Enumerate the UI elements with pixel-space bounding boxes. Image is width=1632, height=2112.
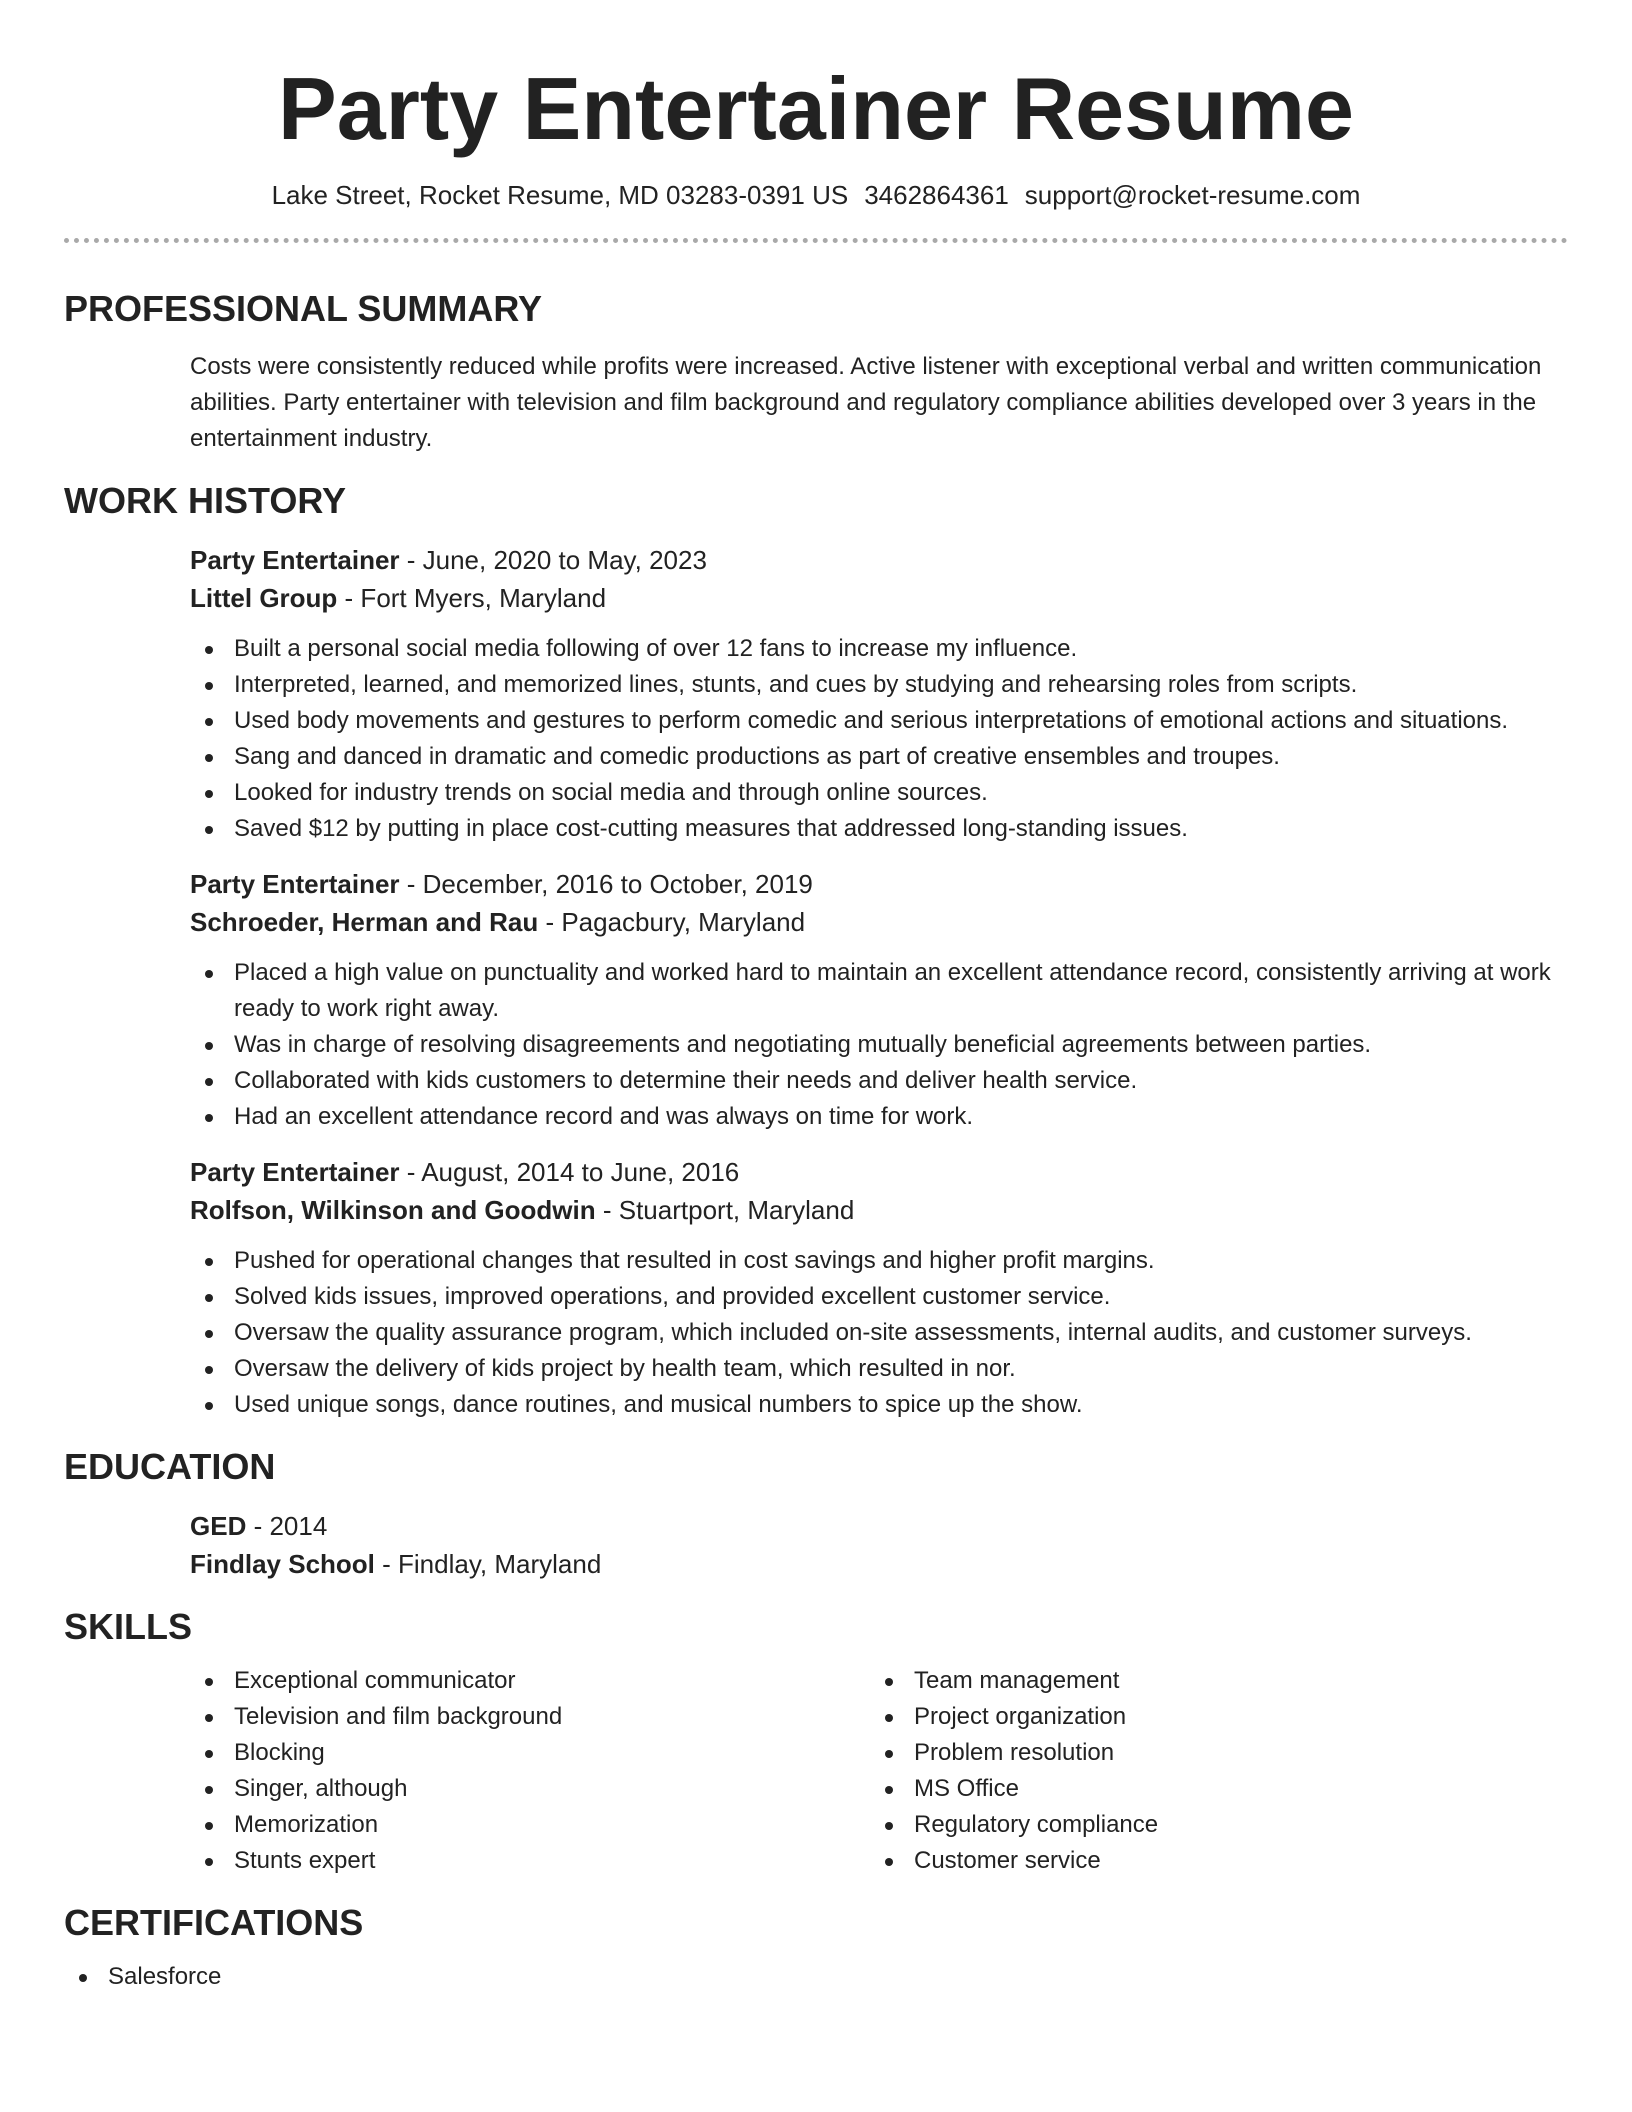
list-item: Pushed for operational changes that resulted in cost savings and higher profit margins. [190,1243,1568,1279]
job-company: Littel Group [190,583,338,613]
job-title-line [190,865,1568,903]
skills-list-right [870,1663,1550,1879]
education-heading: EDUCATION [64,1446,276,1487]
education-section [64,1445,1568,1583]
list-item: Blocking [190,1735,870,1771]
list-item: Interpreted, learned, and memorized lines, stunts, and cues by studying and rehearsing roles from scripts. [190,667,1568,703]
skills-heading: SKILLS [64,1606,193,1647]
header-divider [64,238,1568,243]
degree: GED [190,1511,247,1541]
list-item: MS Office [870,1771,1550,1807]
work-history-section [64,479,1568,1423]
job-company-line [190,579,1568,617]
skills-section [64,1605,1568,1879]
list-item: Oversaw the quality assurance program, which included on-site assessments, internal audits, and customer surveys. [190,1315,1568,1351]
summary-section [64,287,1568,457]
job-company-line [190,1191,1568,1229]
list-item: Television and film background [190,1699,870,1735]
phone-text: 3462864361 [864,180,1009,210]
list-item: Saved $12 by putting in place cost-cutting measures that addressed long-standing issues. [190,811,1568,847]
list-item: Stunts expert [190,1843,870,1879]
resume-title: Party Entertainer Resume [278,59,1354,158]
list-item: Solved kids issues, improved operations, and provided excellent customer service. [190,1279,1568,1315]
list-item: Exceptional communicator [190,1663,870,1699]
job-location: - Pagacbury, Maryland [538,907,806,937]
job-dates: - June, 2020 to May, 2023 [399,545,707,575]
school-name: Findlay School [190,1549,375,1579]
degree-line [190,1507,1568,1545]
certifications-list [64,1959,1568,1995]
list-item: Looked for industry trends on social media and through online sources. [190,775,1568,811]
skills-list-left [190,1663,870,1879]
summary-text: Costs were consistently reduced while profits were increased. Active listener with exceptional verbal and written communication abilities. Party entertainer with television and film background and regulatory compliance abilities developed over 3 years in the entertainment industry. [190,353,1542,452]
skills-column-left [190,1663,870,1879]
email-text: support@rocket-resume.com [1024,180,1361,210]
list-item: Used body movements and gestures to perform comedic and serious interpretations of emotional actions and situations. [190,703,1568,739]
contact-line [64,178,1568,212]
job-location: - Stuartport, Maryland [595,1195,855,1225]
list-item: Problem resolution [870,1735,1550,1771]
skills-column-right [870,1663,1550,1879]
job-entry [190,865,1568,1135]
list-item: Customer service [870,1843,1550,1879]
list-item: Memorization [190,1807,870,1843]
job-company: Schroeder, Herman and Rau [190,907,539,937]
list-item: Collaborated with kids customers to determine their needs and deliver health service. [190,1063,1568,1099]
certifications-heading: CERTIFICATIONS [64,1902,364,1943]
job-company: Rolfson, Wilkinson and Goodwin [190,1195,596,1225]
school-location: - Findlay, Maryland [374,1549,602,1579]
job-title: Party Entertainer [190,545,400,575]
job-company-line [190,903,1568,941]
list-item: Used unique songs, dance routines, and musical numbers to spice up the show. [190,1387,1568,1423]
list-item: Was in charge of resolving disagreements and negotiating mutually beneficial agreements between parties. [190,1027,1568,1063]
summary-heading: PROFESSIONAL SUMMARY [64,288,543,329]
job-location: - Fort Myers, Maryland [337,583,607,613]
list-item: Sang and danced in dramatic and comedic productions as part of creative ensembles and troupes. [190,739,1568,775]
job-dates: - August, 2014 to June, 2016 [399,1157,740,1187]
job-entry [190,1153,1568,1423]
degree-year: - 2014 [246,1511,328,1541]
list-item: Built a personal social media following of over 12 fans to increase my influence. [190,631,1568,667]
certifications-section [64,1901,1568,1995]
job-title-line [190,541,1568,579]
list-item: Regulatory compliance [870,1807,1550,1843]
work-history-heading: WORK HISTORY [64,480,347,521]
job-entry [190,541,1568,847]
job-bullets [190,1243,1568,1423]
list-item: Project organization [870,1699,1550,1735]
school-line [190,1545,1568,1583]
list-item: Singer, although [190,1771,870,1807]
resume-page [64,0,1568,1995]
address-text: Lake Street, Rocket Resume, MD 03283-0391 US [271,180,849,210]
job-title-line [190,1153,1568,1191]
job-title: Party Entertainer [190,1157,400,1187]
list-item: Placed a high value on punctuality and worked hard to maintain an excellent attendance record, consistently arriving at work ready to work right away. [190,955,1568,1027]
job-title: Party Entertainer [190,869,400,899]
job-bullets [190,955,1568,1135]
skills-grid [190,1663,1568,1879]
education-entry [190,1507,1568,1583]
job-bullets [190,631,1568,847]
list-item: Team management [870,1663,1550,1699]
job-dates: - December, 2016 to October, 2019 [399,869,813,899]
list-item: Oversaw the delivery of kids project by health team, which resulted in nor. [190,1351,1568,1387]
list-item: Had an excellent attendance record and was always on time for work. [190,1099,1568,1135]
list-item: Salesforce [64,1959,1568,1995]
